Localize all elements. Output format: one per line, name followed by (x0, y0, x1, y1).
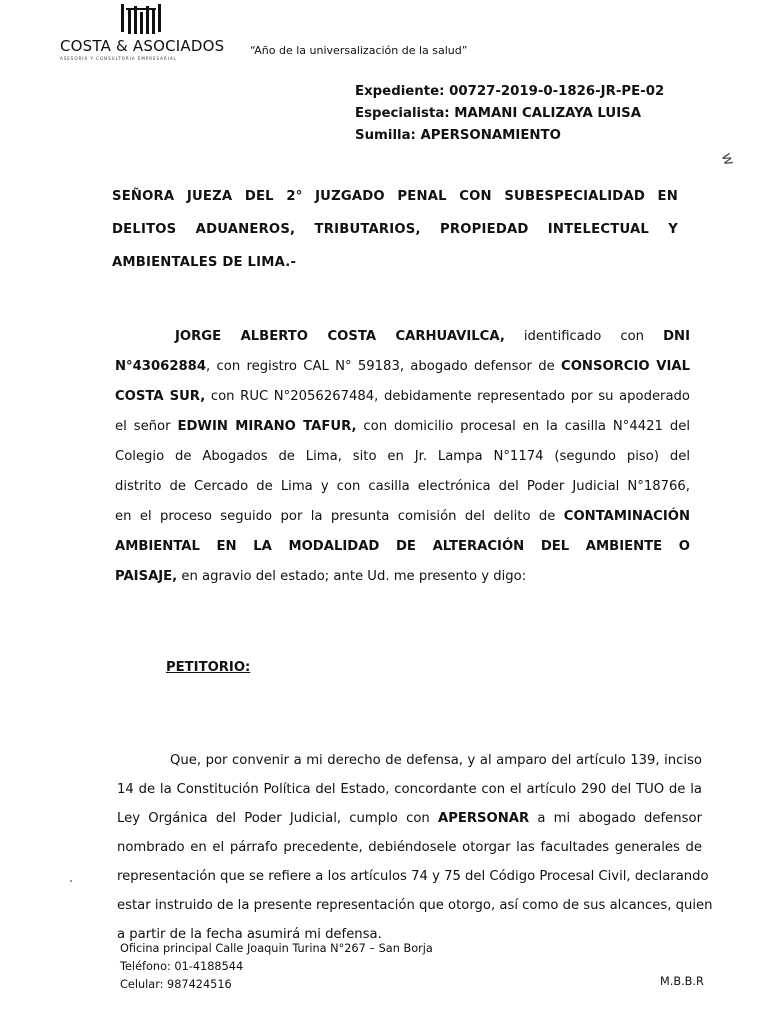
intro-line-6: distrito de Cercado de Lima y con casilla electrónica del Poder Judicial N°18766, (115, 479, 690, 494)
case-info (355, 81, 664, 147)
sumilla: Sumilla: APERSONAMIENTO (355, 128, 561, 143)
typist-initials: M.B.B.R (660, 975, 704, 988)
crime-name-cont: AMBIENTAL EN LA MODALIDAD DE ALTERACIÓN DEL AMBIENTE O (115, 539, 690, 554)
petitorio-line-5: representación que se refiere a los artículos 74 y 75 del Código Procesal Civil, declarando (117, 869, 709, 884)
dni-number: N°43062884 (115, 359, 207, 374)
firm-name: COSTA & ASOCIADOS (60, 37, 225, 55)
intro-line-1: JORGE ALBERTO COSTA CARHUAVILCA, identificado con DNI (175, 329, 690, 344)
crime-name-end: PAISAJE, (115, 569, 178, 584)
firm-tagline: ASESORIA Y CONSULTORIA EMPRESARIAL (60, 56, 177, 61)
company-name-cont: COSTA SUR, (115, 389, 206, 404)
petitorio-line-4: nombrado en el párrafo precedente, debiéndosele otorgar las facultades generales de (117, 840, 702, 855)
intro-line-7: en el proceso seguido por la presunta comisión del delito de CONTAMINACIÓN (115, 509, 690, 524)
footer-contact (120, 940, 433, 994)
intro-line-5: Colegio de Abogados de Lima, sito en Jr. Lampa N°1174 (segundo piso) del (115, 449, 690, 464)
petitorio-line-1: Que, por convenir a mi derecho de defensa, y al amparo del artículo 139, inciso (170, 753, 702, 768)
lawyer-name: JORGE ALBERTO COSTA CARHUAVILCA, (175, 329, 505, 344)
addressee-line-1: SEÑORA JUEZA DEL 2° JUZGADO PENAL CON SUBESPECIALIDAD EN (112, 189, 678, 204)
dni-label: DNI (663, 329, 690, 344)
crime-name: CONTAMINACIÓN (563, 509, 690, 524)
firm-logo (60, 0, 230, 64)
addressee-line-3: AMBIENTALES DE LIMA.- (112, 255, 297, 270)
petitorio-line-6: estar instruido de la presente representación que otorgo, así como de sus alcances, quien (117, 898, 713, 913)
petitorio-line-3: Ley Orgánica del Poder Judicial, cumplo con APERSONAR a mi abogado defensor (117, 811, 702, 826)
petitorio-line-2: 14 de la Constitución Política del Estado, concordante con el artículo 290 del TUO de la (117, 782, 702, 797)
footer-mobile: Celular: 987424516 (120, 978, 232, 991)
expediente: Expediente: 00727-2019-0-1826-JR-PE-02 (355, 84, 665, 99)
company-name: CONSORCIO VIAL (561, 359, 691, 374)
scan-speck (70, 880, 72, 882)
year-slogan: “Año de la universalización de la salud” (250, 44, 468, 57)
petitorio-line-7: a partir de la fecha asumirá mi defensa. (117, 927, 382, 942)
especialista: Especialista: MAMANI CALIZAYA LUISA (355, 106, 642, 121)
footer-office: Oficina principal Calle Joaquin Turina N°267 – San Borja (120, 942, 433, 955)
handwritten-initial-mark: w (717, 150, 739, 168)
intro-line-3: COSTA SUR, con RUC N°2056267484, debidamente representado por su apoderado (115, 389, 690, 404)
intro-paragraph (115, 322, 690, 592)
addressee-block (112, 180, 678, 279)
representative-name: EDWIN MIRANO TAFUR, (177, 419, 357, 434)
intro-line-2: N°43062884, con registro CAL N° 59183, abogado defensor de CONSORCIO VIAL (115, 359, 691, 374)
columns-logo-icon (118, 0, 164, 36)
intro-line-9: PAISAJE, en agravio del estado; ante Ud. me presento y digo: (115, 569, 527, 584)
apersonar-word: APERSONAR (437, 811, 530, 826)
petitorio-heading: PETITORIO: (166, 660, 251, 675)
footer-phone: Teléfono: 01-4188544 (120, 960, 244, 973)
intro-line-4: el señor EDWIN MIRANO TAFUR, con domicilio procesal en la casilla N°4421 del (115, 419, 690, 434)
addressee-line-2: DELITOS ADUANEROS, TRIBUTARIOS, PROPIEDAD INTELECTUAL Y (112, 222, 678, 237)
petitorio-paragraph (117, 746, 713, 949)
intro-line-8 (115, 532, 690, 562)
